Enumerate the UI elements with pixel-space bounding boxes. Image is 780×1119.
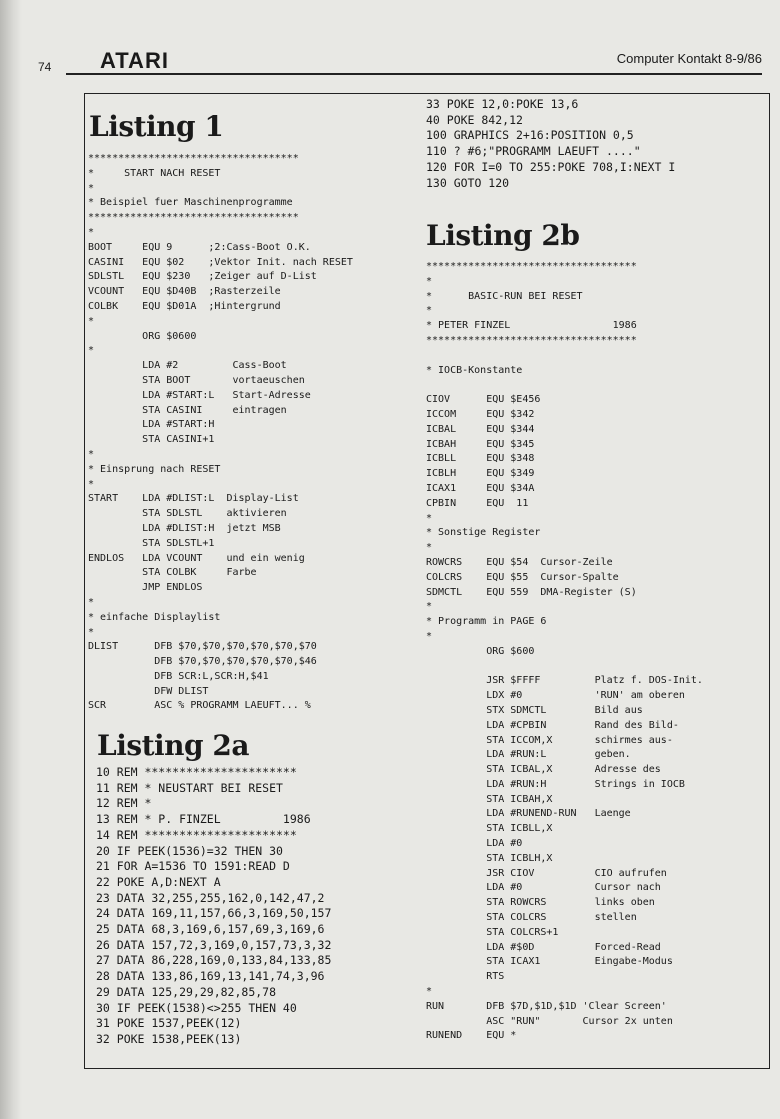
listing-2b-code: *********************************** * * BASIC-RUN BEI RESET * * PETER FINZEL 1986 *********************************** * IOCB-Konstante CIOV EQU $E456 ICCOM EQU $342 ICBAL EQU $344 ICBAH EQU $345 ICBLL EQU $348 ICBLH EQU $349 ICAX1 EQU $34A CPBIN EQU 11 * * Sonstige Register * ROWCRS EQU $54 Cursor-Zeile COLCRS EQU $55 Cursor-Spalte SDMCTL EQU 559 DMA-Register (S) * * Programm in PAGE 6 * ORG $600 JSR $FFFF Platz f. DOS-Init. LDX #0 'RUN' am oberen STX SDMCTL Bild aus LDA #CPBIN Rand des Bild- STA ICCOM,X schirmes aus- LDA #RUN:L geben. STA ICBAL,X Adresse des LDA #RUN:H Strings in IOCB STA ICBAH,X LDA #RUNEND-RUN Laenge STA ICBLL,X LDA #0 STA ICBLH,X JSR CIOV CIO aufrufen LDA #0 Cursor nach STA ROWCRS links oben STA COLCRS stellen STA COLCRS+1 LDA #$0D Forced-Read STA ICAX1 Eingabe-Modus RTS * RUN DFB $7D,$1D,$1D 'Clear Screen' ASC "RUN" Cursor 2x unten RUNEND EQU * (426, 261, 703, 1042)
page-binding-shadow (0, 0, 22, 1119)
listing-2b-title: Listing 2b (426, 219, 580, 252)
listing-1-code: *********************************** * START NACH RESET * * Beispiel fuer Maschinenprogramme *********************************** * BOOT EQU 9 ;2:Cass-Boot O.K. CASINI EQU $02 ;Vektor Init. nach RESET SDLSTL EQU $230 ;Zeiger auf D-List VCOUNT EQU $D40B ;Rasterzeile COLBK EQU $D01A ;Hintergrund * ORG $0600 * LDA #2 Cass-Boot STA BOOT vortaeuschen LDA #START:L Start-Adresse STA CASINI eintragen LDA #START:H STA CASINI+1 * * Einsprung nach RESET * START LDA #DLIST:L Display-List STA SDLSTL aktivieren LDA #DLIST:H jetzt MSB STA SDLSTL+1 ENDLOS LDA VCOUNT und ein wenig STA COLBK Farbe JMP ENDLOS * * einfache Displaylist * DLIST DFB $70,$70,$70,$70,$70,$70 DFB $70,$70,$70,$70,$70,$46 DFB SCR:L,SCR:H,$41 DFW DLIST SCR ASC % PROGRAMM LAEUFT... % (88, 153, 353, 712)
header-rule (66, 73, 762, 75)
page-number: 74 (38, 60, 52, 74)
brand-logo: ATARI (100, 48, 169, 73)
listing-2a-code: 10 REM ********************** 11 REM * NEUSTART BEI RESET 12 REM * 13 REM * P. FINZEL 1986 14 REM ********************** 20 IF PEEK(1536)=32 THEN 30 21 FOR A=1536 TO 1591:READ D 22 POKE A,D:NEXT A 23 DATA 32,255,255,162,0,142,47,2 24 DATA 169,11,157,66,3,169,50,157 25 DATA 68,3,169,6,157,69,3,169,6 26 DATA 157,72,3,169,0,157,73,3,32 27 DATA 86,228,169,0,133,84,133,85 28 DATA 133,86,169,13,141,74,3,96 29 DATA 125,29,29,82,85,78 30 IF PEEK(1538)<>255 THEN 40 31 POKE 1537,PEEK(12) 32 POKE 1538,PEEK(13) (96, 765, 332, 1046)
magazine-title: Computer Kontakt 8-9/86 (616, 51, 762, 66)
listing-1-title: Listing 1 (89, 110, 224, 143)
listing-2a-title: Listing 2a (97, 729, 249, 762)
listing-2a-continued-code: 33 POKE 12,0:POKE 13,6 40 POKE 842,12 100 GRAPHICS 2+16:POSITION 0,5 110 ? #6;"PROGRAMM LAEUFT ...." 120 FOR I=0 TO 255:POKE 708,I:NEXT I 130 GOTO 120 (426, 97, 676, 190)
